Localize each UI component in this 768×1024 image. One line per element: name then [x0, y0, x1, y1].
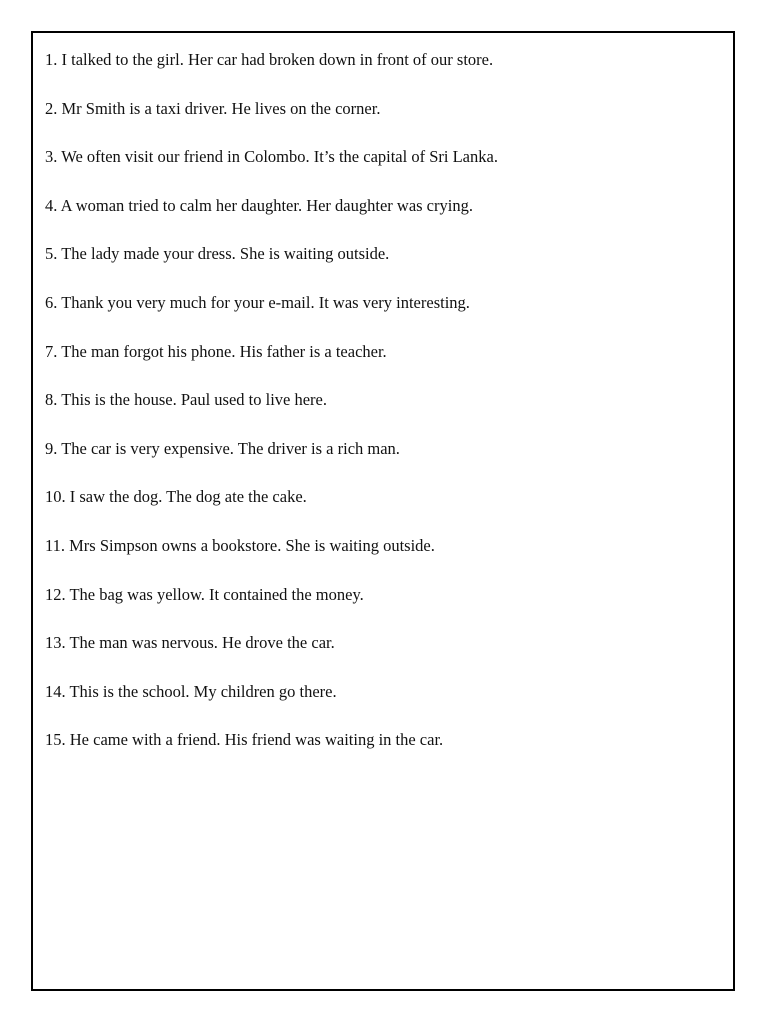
- sentence-list: [45, 48, 721, 777]
- sentence-2: 2. Mr Smith is a taxi driver. He lives on the corner.: [45, 98, 381, 118]
- sentence-8: 8. This is the house. Paul used to live here.: [45, 390, 327, 410]
- sentence-3: 3. We often visit our friend in Colombo. It’s the capital of Sri Lanka.: [45, 147, 498, 167]
- sentence-10: 10. I saw the dog. The dog ate the cake.: [45, 487, 307, 507]
- sentence-4: 4. A woman tried to calm her daughter. Her daughter was crying.: [45, 195, 473, 215]
- sentence-9: 9. The car is very expensive. The driver is a rich man.: [45, 438, 400, 458]
- sentence-14: 14. This is the school. My children go there.: [45, 681, 337, 701]
- sentence-5: 5. The lady made your dress. She is waiting outside.: [45, 244, 390, 264]
- worksheet-page: [31, 31, 735, 991]
- sentence-11: 11. Mrs Simpson owns a bookstore. She is waiting outside.: [45, 535, 435, 555]
- sentence-1: 1. I talked to the girl. Her car had broken down in front of our store.: [45, 50, 494, 69]
- sentence-13: 13. The man was nervous. He drove the car.: [45, 633, 335, 653]
- sentence-15: 15. He came with a friend. His friend was waiting in the car.: [45, 730, 444, 750]
- sentence-12: 12. The bag was yellow. It contained the money.: [45, 584, 364, 604]
- sentence-7: 7. The man forgot his phone. His father is a teacher.: [45, 341, 387, 361]
- sentence-6: 6. Thank you very much for your e-mail. It was very interesting.: [45, 292, 470, 312]
